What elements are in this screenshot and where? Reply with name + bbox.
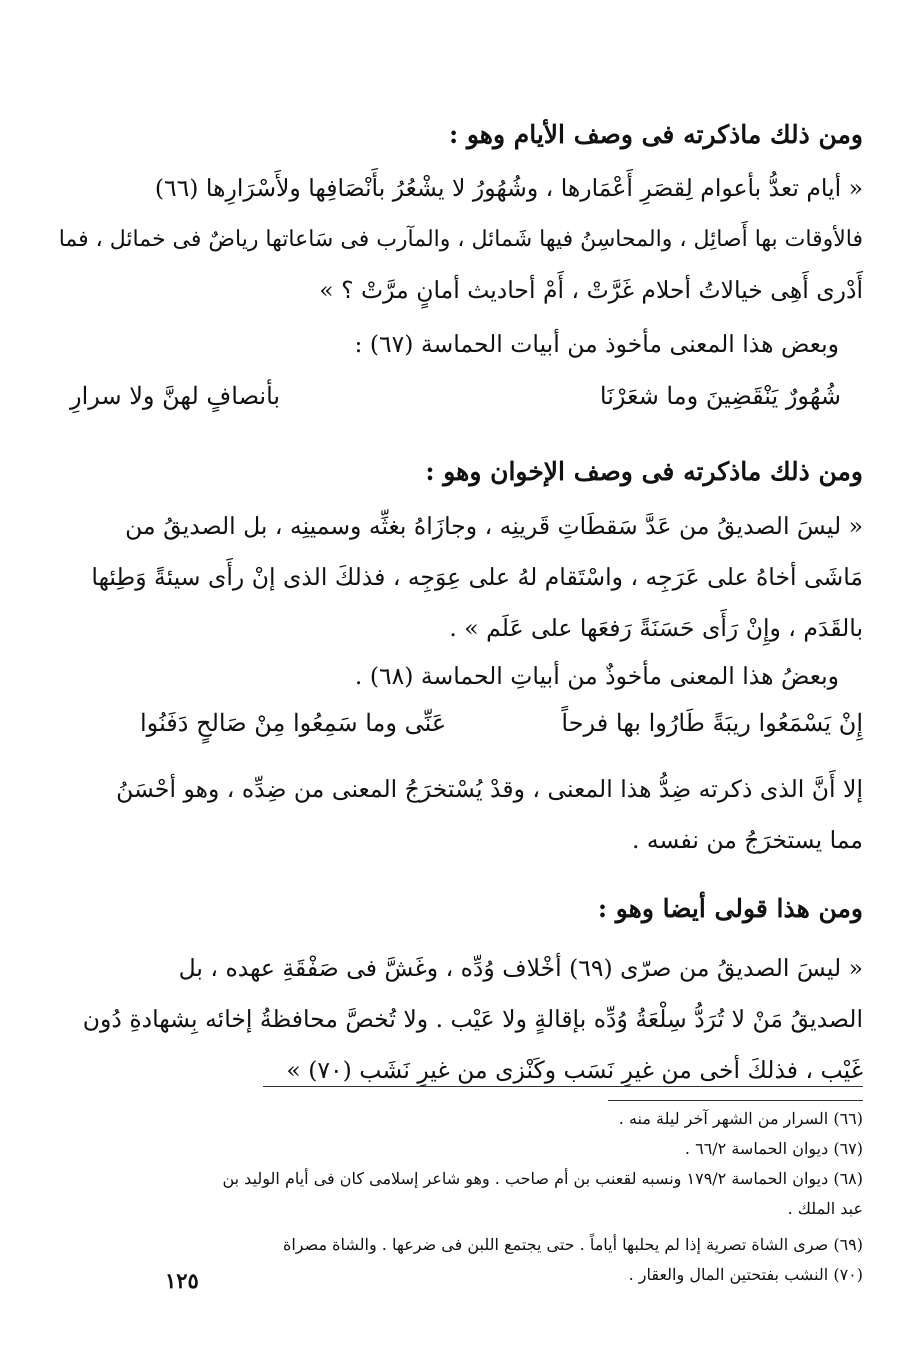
verse-hemistich: بأنصافٍ لهنَّ ولا سرارِ	[70, 382, 281, 410]
text-line: غَيْب ، فذلكَ أخى من غيرِ نَسَب وكَنْزى من غيرِ نَشَب (٧٠) »	[286, 1056, 863, 1084]
footnote-70: (٧٠) النشب بفتحتين المال والعقار .	[628, 1265, 863, 1284]
text-line: الصديقُ مَنْ لا تُرَدُّ سِلْعَةُ وُدِّه بإقالةٍ ولا عَيْب . ولا تُخصَّ محافظةُ إخائه بِشهادةِ دُون	[82, 1005, 863, 1033]
verse-couplet-1	[70, 376, 841, 416]
footnote-69: (٦٩) صرى الشاة تصرية إذا لم يحلبها أياماً . حتى يجتمع اللبن فى ضرعها . والشاة مصراة	[282, 1235, 863, 1254]
text-line: إلا أَنَّ الذى ذكرته ضِدُّ هذا المعنى ، وقدْ يُسْتخرَجُ المعنى من ضِدِّه ، وهو أحْسَنُ	[116, 775, 863, 803]
verse-hemistich: عَنِّى وما سَمِعُوا مِنْ صَالحٍ دَفَنُوا	[140, 709, 447, 737]
intro-hamasa-68: وبعضُ هذا المعنى مأخوذٌ من أبياتِ الحماسة (٦٨) .	[354, 662, 839, 690]
section-heading-brothers: ومن ذلك ماذكرته فى وصف الإخوان وهو :	[425, 457, 863, 486]
paragraph-days	[48, 163, 863, 316]
underline-rule	[263, 1086, 863, 1087]
verse-couplet-2	[140, 703, 863, 743]
paragraph-brothers	[48, 501, 863, 654]
footnote-68: (٦٨) ديوان الحماسة ١٧٩/٢ ونسبه لقعنب بن أم صاحب . وهو شاعر إسلامى كان فى أيام الوليد بن	[222, 1169, 863, 1188]
text-line: مما يستخرَجُ من نفسه .	[631, 826, 863, 854]
text-line: بالقَدَم ، وإِنْ رَأَى حَسَنَةً رَفعَها على عَلَم » .	[449, 614, 863, 642]
text-line: « ليسَ الصديقُ من صرّى (٦٩) أخْلاف وُدِّه ، وغَشَّ فى صَفْقَةِ عهده ، بل	[178, 954, 863, 982]
verse-hemistich: شُهُورٌ يَنْقَضِينَ وما شعَرْنَا	[599, 382, 841, 410]
footnote-68-continued: عبد الملك .	[787, 1199, 863, 1218]
text-line: « أيام تعدُّ بأعوام لِقصَرِ أَعْمَارها ، وشُهُورُ لا يشْعُرُ بأَنْصَافِها ولأَسْرَارِها (٦٦)	[154, 174, 863, 202]
footnote-67: (٦٧) ديوان الحماسة ٦٦/٢ .	[684, 1139, 863, 1158]
text-line: أَدْرى أَهِى خيالاتُ أحلام غَرَّتْ ، أَمْ أحاديث أمانٍ مرَّتْ ؟ »	[319, 276, 863, 304]
footnote-separator	[608, 1100, 863, 1101]
footnote-66: (٦٦) السرار من الشهر آخر ليلة منه .	[618, 1109, 863, 1128]
verse-hemistich: إِنْ يَسْمَعُوا ريبَةً طَارُوا بها فرحاً	[561, 709, 863, 737]
intro-hamasa-67: وبعض هذا المعنى مأخوذ من أبيات الحماسة (٦٧) :	[354, 330, 839, 358]
paragraph-friend	[48, 943, 863, 1096]
page-number: ١٢٥	[165, 1268, 199, 1293]
text-line: فالأوقات بها أَصائِل ، والمحاسِنُ فيها شَمائل ، والمآرب فى سَاعاتها رياضٌ فى خمائل ، فما	[58, 227, 863, 252]
paragraph-brothers-continued	[48, 764, 863, 866]
text-line: مَاشَى أخاهُ على عَرَجِه ، واسْتَقام لهُ على عِوَجِه ، فذلكَ الذى إنْ رأَى سيئةً وَطِئها	[91, 563, 863, 591]
section-heading-also: ومن هذا قولى أيضا وهو :	[597, 894, 863, 923]
text-line: « ليسَ الصديقُ من عَدَّ سَقطَاتِ قَرينِه ، وجازَاهُ بغثِّه وسمينِه ، بل الصديقُ من	[125, 512, 863, 540]
section-heading-days: ومن ذلك ماذكرته فى وصف الأيام وهو :	[448, 120, 863, 149]
